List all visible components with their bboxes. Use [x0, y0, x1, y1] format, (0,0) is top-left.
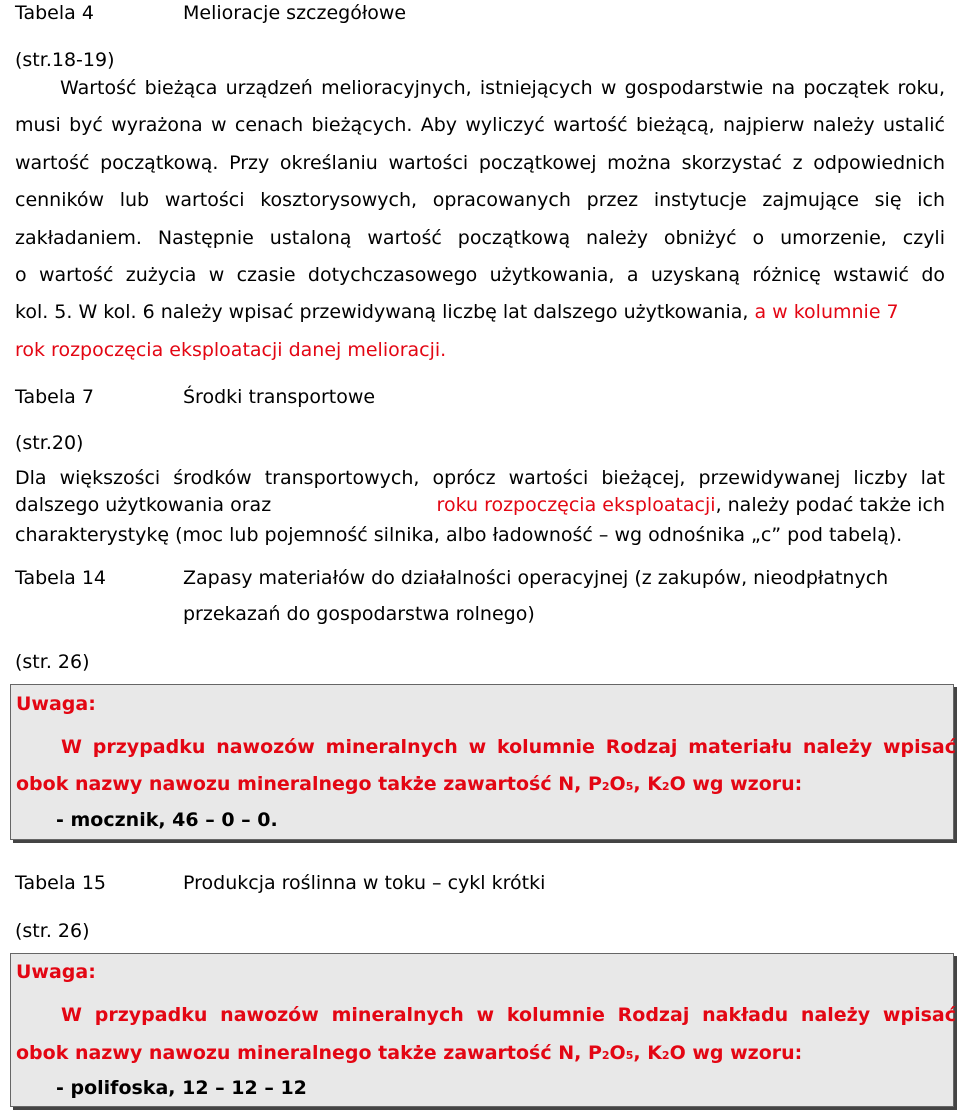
note-text: obok nazwy nawozu mineralnego także zawartość N, P [16, 773, 602, 795]
note-box [10, 684, 954, 840]
note-text: , K [633, 1042, 662, 1064]
subscript: 5 [625, 1049, 634, 1062]
paragraph-line: charakterystykę (moc lub pojemność silnika, albo ładowność – wg odnośnika „c” pod tabelą). [15, 524, 903, 546]
subscript: 2 [661, 780, 670, 793]
note-line: W przypadku nawozów mineralnych w kolumnie Rodzaj nakładu należy wpisać [61, 1004, 956, 1026]
paragraph-text: kol. 5. W kol. 6 należy wpisać przewidywaną liczbę lat dalszego użytkowania, [15, 301, 749, 323]
page-reference: (str.20) [15, 432, 84, 454]
paragraph-line: Wartość bieżąca urządzeń melioracyjnych, istniejących w gospodarstwie na początek roku, [60, 77, 945, 99]
section-title: Zapasy materiałów do działalności operacyjnej (z zakupów, nieodpłatnych [183, 567, 889, 589]
paragraph-line: o wartość zużycia w czasie dotychczasowego użytkowania, a uzyskaną różnicę wstawić do [15, 264, 945, 286]
note-box [10, 953, 954, 1107]
paragraph-text: dalszego użytkowania oraz [15, 494, 272, 516]
note-text: O [609, 1042, 626, 1064]
note-heading: Uwaga: [16, 961, 96, 983]
note-heading: Uwaga: [16, 693, 96, 715]
note-text: O wg wzoru: [669, 773, 803, 795]
section-number: Tabela 14 [15, 567, 106, 589]
page-reference: (str. 26) [15, 920, 90, 942]
paragraph-line: Dla większości środków transportowych, oprócz wartości bieżącej, przewidywanej liczby lat [15, 467, 945, 489]
section-number: Tabela 7 [15, 386, 94, 408]
note-text: , K [633, 773, 662, 795]
section-title: Melioracje szczegółowe [183, 2, 407, 24]
subscript: 2 [601, 1049, 610, 1062]
page-reference: (str. 26) [15, 651, 90, 673]
paragraph-text: , należy podać także ich [715, 494, 945, 516]
paragraph-line: cenników lub wartości kosztorysowych, opracowanych przez instytucje zajmujące się ich [15, 189, 945, 211]
section-title: Środki transportowe [183, 386, 376, 408]
subscript: 2 [601, 780, 610, 793]
paragraph-line: zakładaniem. Następnie ustaloną wartość początkową należy obniżyć o umorzenie, czyli [15, 227, 945, 249]
section-number: Tabela 4 [15, 2, 94, 24]
subscript: 2 [661, 1049, 670, 1062]
section-number: Tabela 15 [15, 872, 106, 894]
note-text: obok nazwy nawozu mineralnego także zawartość N, P [16, 1042, 602, 1064]
paragraph-line [15, 494, 945, 516]
paragraph-text [437, 494, 945, 516]
note-line: W przypadku nawozów mineralnych w kolumnie Rodzaj materiału należy wpisać [61, 736, 956, 758]
paragraph-line: musi być wyrażona w cenach bieżących. Aby wyliczyć wartość bieżącą, najpierw należy ustalić [15, 114, 945, 136]
note-text: O [609, 773, 626, 795]
highlighted-text: roku rozpoczęcia eksploatacji [436, 494, 716, 516]
section-title-continued: przekazań do gospodarstwa rolnego) [183, 603, 535, 625]
note-example: - mocznik, 46 – 0 – 0. [56, 809, 278, 831]
page-reference: (str.18-19) [15, 49, 115, 71]
note-line [16, 1042, 802, 1064]
paragraph-line: wartość początkową. Przy określaniu wartości początkowej można skorzystać z odpowiednich [15, 152, 945, 174]
highlighted-text: rok rozpoczęcia eksploatacji danej melioracji. [15, 339, 447, 361]
note-line [16, 773, 802, 795]
note-example: - polifoska, 12 – 12 – 12 [56, 1077, 307, 1099]
highlighted-text: a w kolumnie 7 [748, 301, 899, 323]
section-title: Produkcja roślinna w toku – cykl krótki [183, 872, 546, 894]
note-text: O wg wzoru: [669, 1042, 803, 1064]
paragraph-line [15, 301, 899, 323]
subscript: 5 [625, 780, 634, 793]
